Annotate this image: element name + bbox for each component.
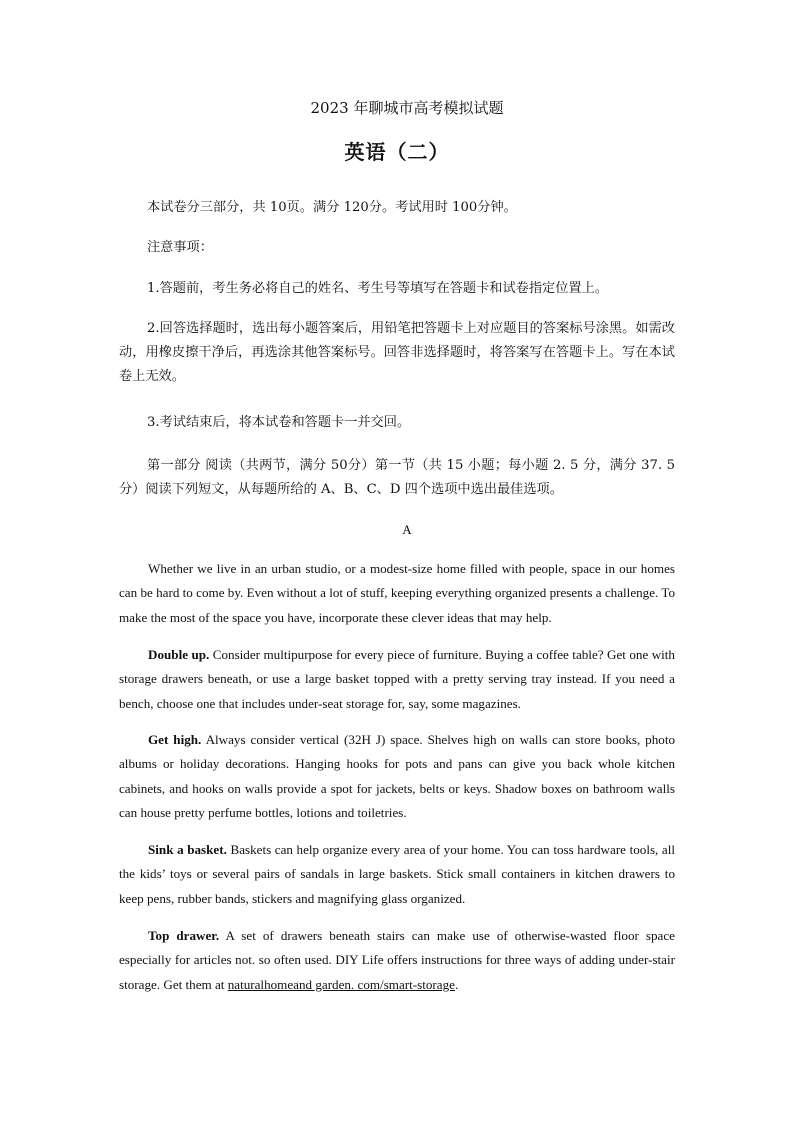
tip-end-punctuation: . — [454, 976, 459, 992]
tip-body: Baskets can help organize every area of your home. You can toss hardware tools, all the kids’ toys or several pairs of sandals in large baskets. Stick small containers in kitchen drawers to keep pens, rubber bands, stickers and magnifying glass organized. — [119, 842, 676, 906]
note-2: 2.回答选择题时，选出每小题答案后，用铅笔把答题卡上对应题目的答案标号涂黑。如需改动，用橡皮擦干净后，再选涂其他答案标号。回答非选择题时，将答案写在答题卡上。写在本试卷上无效。 — [119, 321, 675, 384]
tip-heading: Sink a basket. — [148, 842, 227, 857]
tip-heading: Double up. — [148, 647, 210, 662]
tip-heading: Top drawer. — [148, 928, 220, 943]
storage-link[interactable]: naturalhomeand garden. com/smart-storage — [227, 976, 455, 992]
tip-heading: Get high. — [148, 732, 202, 747]
note-1: 1.答题前，考生务必将自己的姓名、考生号等填写在答题卡和试卷指定位置上。 — [147, 281, 608, 296]
tip-sink-a-basket — [119, 838, 675, 911]
tip-get-high — [119, 728, 675, 825]
exam-title: 2023 年聊城市高考模拟试题 — [310, 99, 504, 117]
subject-title: 英语（二） — [344, 140, 450, 164]
test-intro: 本试卷分三部分，共 10页。满分 120分。考试用时 100分钟。 — [147, 200, 517, 215]
note-3: 3.考试结束后，将本试卷和答题卡一并交回。 — [147, 415, 411, 430]
passage-intro: Whether we live in an urban studio, or a modest-size home filled with people, space in our homes can be hard to come by. Even without a lot of stuff, keeping everything organized presents a challenge. To make the most of the space you have, incorporate these clever ideas that may help. — [119, 561, 675, 625]
part-one-instructions: 第一部分 阅读（共两节，满分 50分）第一节（共 15 小题；每小题 2. 5 分，满分 37. 5 分）阅读下列短文，从每题所给的 A、B、C、D 四个选项中选出最佳选项。 — [119, 458, 675, 497]
notes-heading: 注意事项： — [147, 240, 213, 255]
section-letter: A — [402, 522, 412, 537]
tip-body: Consider multipurpose for every piece of furniture. Buying a coffee table? Get one with storage drawers beneath, or use a large basket topped with a pretty serving tray instead. If you need a bench, choose one that includes under-seat storage for, say, some magazines. — [119, 647, 675, 711]
tip-double-up — [119, 643, 675, 716]
tip-body: A set of drawers beneath stairs can make use of otherwise-wasted floor space especially for articles not. so often used. DIY Life offers instructions for three ways of adding under-stair storage. Get them at — [119, 928, 675, 992]
tip-body: Always consider vertical (32H J) space. Shelves high on walls can store books, photo albums or holiday decorations. Hanging hooks for pots and pans can give you back whole kitchen cabinets, and hooks on walls provide a spot for jackets, belts or keys. Shadow boxes on bathroom walls can house pretty perfume bottles, lotions and toiletries. — [119, 732, 676, 820]
tip-top-drawer — [119, 924, 675, 997]
